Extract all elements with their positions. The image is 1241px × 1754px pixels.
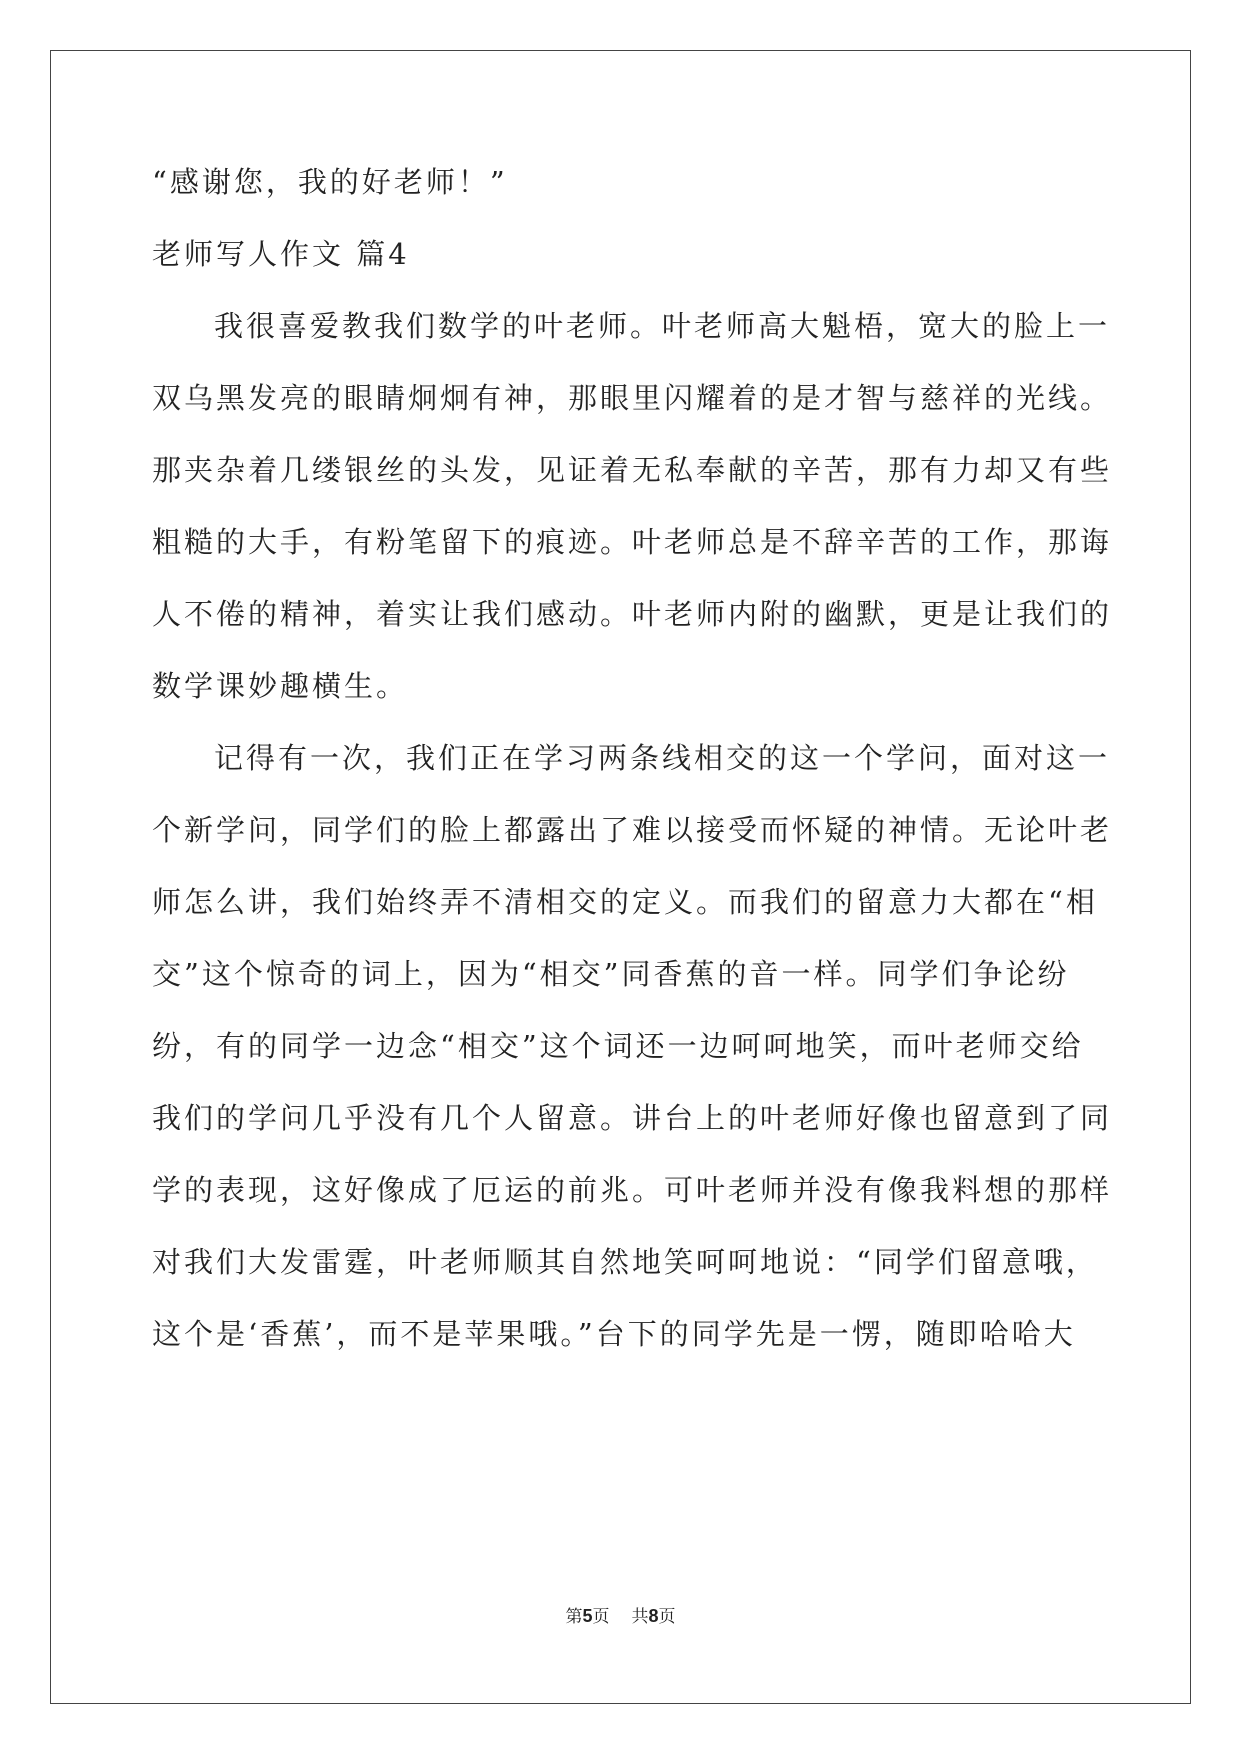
paragraph-2-line-2: 个新学问，同学们的脸上都露出了难以接受而怀疑的神情。无论叶老	[152, 813, 1113, 847]
paragraph-2-line-7: 学的表现，这好像成了厄运的前兆。可叶老师并没有像我料想的那样	[152, 1173, 1113, 1207]
paragraph-1-line-4: 粗糙的大手，有粉笔留下的痕迹。叶老师总是不辞辛苦的工作，那诲	[152, 525, 1113, 559]
total-suffix: 页	[658, 1607, 676, 1627]
page-suffix: 页	[592, 1607, 610, 1627]
paragraph-2-line-6: 我们的学问几乎没有几个人留意。讲台上的叶老师好像也留意到了同	[152, 1101, 1113, 1135]
paragraph-1-line-1: 我很喜爱教我们数学的叶老师。叶老师高大魁梧，宽大的脸上一	[214, 309, 1111, 343]
page-total: 8	[648, 1606, 659, 1626]
quote-line: “感谢您，我的好老师！”	[152, 165, 508, 199]
page-prefix: 第	[565, 1607, 583, 1627]
paragraph-2-line-4: 交”这个惊奇的词上，因为“相交”同香蕉的音一样。同学们争论纷	[152, 957, 1070, 991]
page-border	[50, 50, 1191, 1704]
paragraph-2-line-1: 记得有一次，我们正在学习两条线相交的这一个学问，面对这一	[214, 741, 1111, 775]
paragraph-2-line-3: 师怎么讲，我们始终弄不清相交的定义。而我们的留意力大都在“相	[152, 885, 1098, 919]
page-footer	[0, 1604, 1241, 1629]
paragraph-1-line-5: 人不倦的精神，着实让我们感动。叶老师内附的幽默，更是让我们的	[152, 597, 1113, 631]
paragraph-2-line-5: 纷，有的同学一边念“相交”这个词还一边呵呵地笑，而叶老师交给	[152, 1029, 1084, 1063]
page-current: 5	[582, 1606, 593, 1626]
paragraph-1-line-3: 那夹杂着几缕银丝的头发，见证着无私奉献的辛苦，那有力却又有些	[152, 453, 1113, 487]
paragraph-2-line-9: 这个是‘香蕉’，而不是苹果哦。”台下的同学先是一愣，随即哈哈大	[152, 1317, 1076, 1351]
section-heading: 老师写人作文 篇4	[152, 237, 410, 271]
paragraph-1-line-6: 数学课妙趣横生。	[152, 669, 409, 703]
total-prefix: 共	[631, 1607, 649, 1627]
paragraph-1-line-2: 双乌黑发亮的眼睛炯炯有神，那眼里闪耀着的是才智与慈祥的光线。	[152, 381, 1113, 415]
paragraph-2-line-8: 对我们大发雷霆，叶老师顺其自然地笑呵呵地说：“同学们留意哦，	[152, 1245, 1098, 1279]
